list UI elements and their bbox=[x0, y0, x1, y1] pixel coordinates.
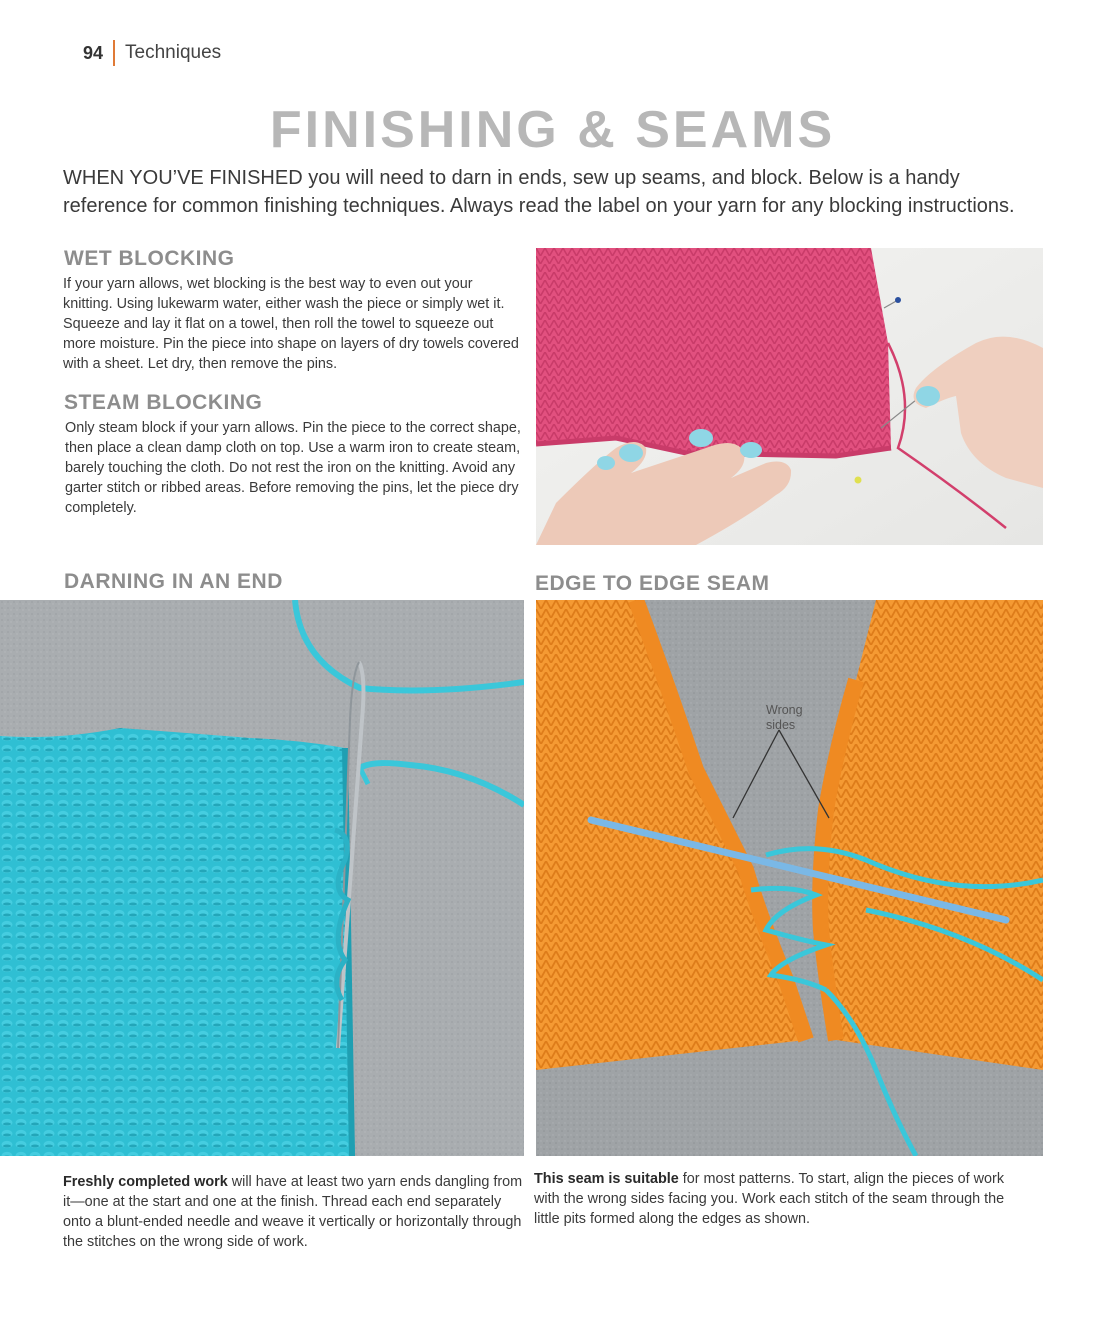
darning-caption-lead: Freshly completed work bbox=[63, 1174, 228, 1190]
section-name: Techniques bbox=[125, 42, 222, 63]
steam-blocking-heading: STEAM BLOCKING bbox=[64, 391, 263, 414]
wrong-sides-callout bbox=[766, 703, 826, 733]
edge-seam-photo bbox=[536, 600, 1043, 1156]
header-divider bbox=[113, 40, 115, 66]
darning-caption bbox=[63, 1172, 523, 1252]
edge-seam-caption bbox=[534, 1169, 1014, 1229]
page-title: FINISHING & SEAMS bbox=[269, 101, 836, 159]
intro-text: you will need to darn in ends, sew up seams, and block. Below is a handy reference for common finishing techniques. Always read the label on your yarn for any blocking instructions. bbox=[63, 167, 1015, 217]
edge-seam-caption-text: for most patterns. To start, align the pieces of work with the wrong sides facing you. Work each stitch of the seam through the little pits formed along the edges as shown. bbox=[534, 1171, 1005, 1227]
darning-caption-text: will have at least two yarn ends dangling from it—one at the start and one at the finish. Thread each end separately onto a blunt-ended needle and weave it vertically or horizontally through the stitches on the wrong side of work. bbox=[63, 1174, 523, 1250]
steam-blocking-text: Only steam block if your yarn allows. Pin the piece to the correct shape, then place a clean damp cloth on top. Use a warm iron to create steam, barely touching the cloth. Do not rest the iron on the knitting. Avoid any garter stitch or ribbed areas. Before removing the pins, let the piece dry completely. bbox=[65, 420, 521, 516]
edge-seam-caption-lead: This seam is suitable bbox=[534, 1171, 679, 1187]
page-number: 94 bbox=[83, 42, 104, 63]
darning-heading: DARNING IN AN END bbox=[64, 570, 283, 593]
page-header bbox=[83, 38, 221, 68]
intro-paragraph bbox=[63, 164, 1048, 220]
wet-blocking-text: If your yarn allows, wet blocking is the best way to even out your knitting. Using lukewarm water, either wash the piece or simply wet it. Squeeze and lay it flat on a towel, then roll the towel to squeeze out more moisture. Pin the piece into shape on layers of dry towels covered with a sheet. Let dry, then remove the pins. bbox=[63, 276, 519, 372]
intro-lead: WHEN YOU’VE FINISHED bbox=[63, 167, 303, 189]
wet-blocking-heading: WET BLOCKING bbox=[64, 247, 235, 270]
callout-line-1: Wrong bbox=[766, 703, 803, 717]
blocking-photo bbox=[536, 248, 1043, 545]
darning-photo bbox=[0, 600, 524, 1156]
callout-line-2: sides bbox=[766, 718, 796, 732]
edge-seam-heading: EDGE TO EDGE SEAM bbox=[535, 572, 770, 595]
